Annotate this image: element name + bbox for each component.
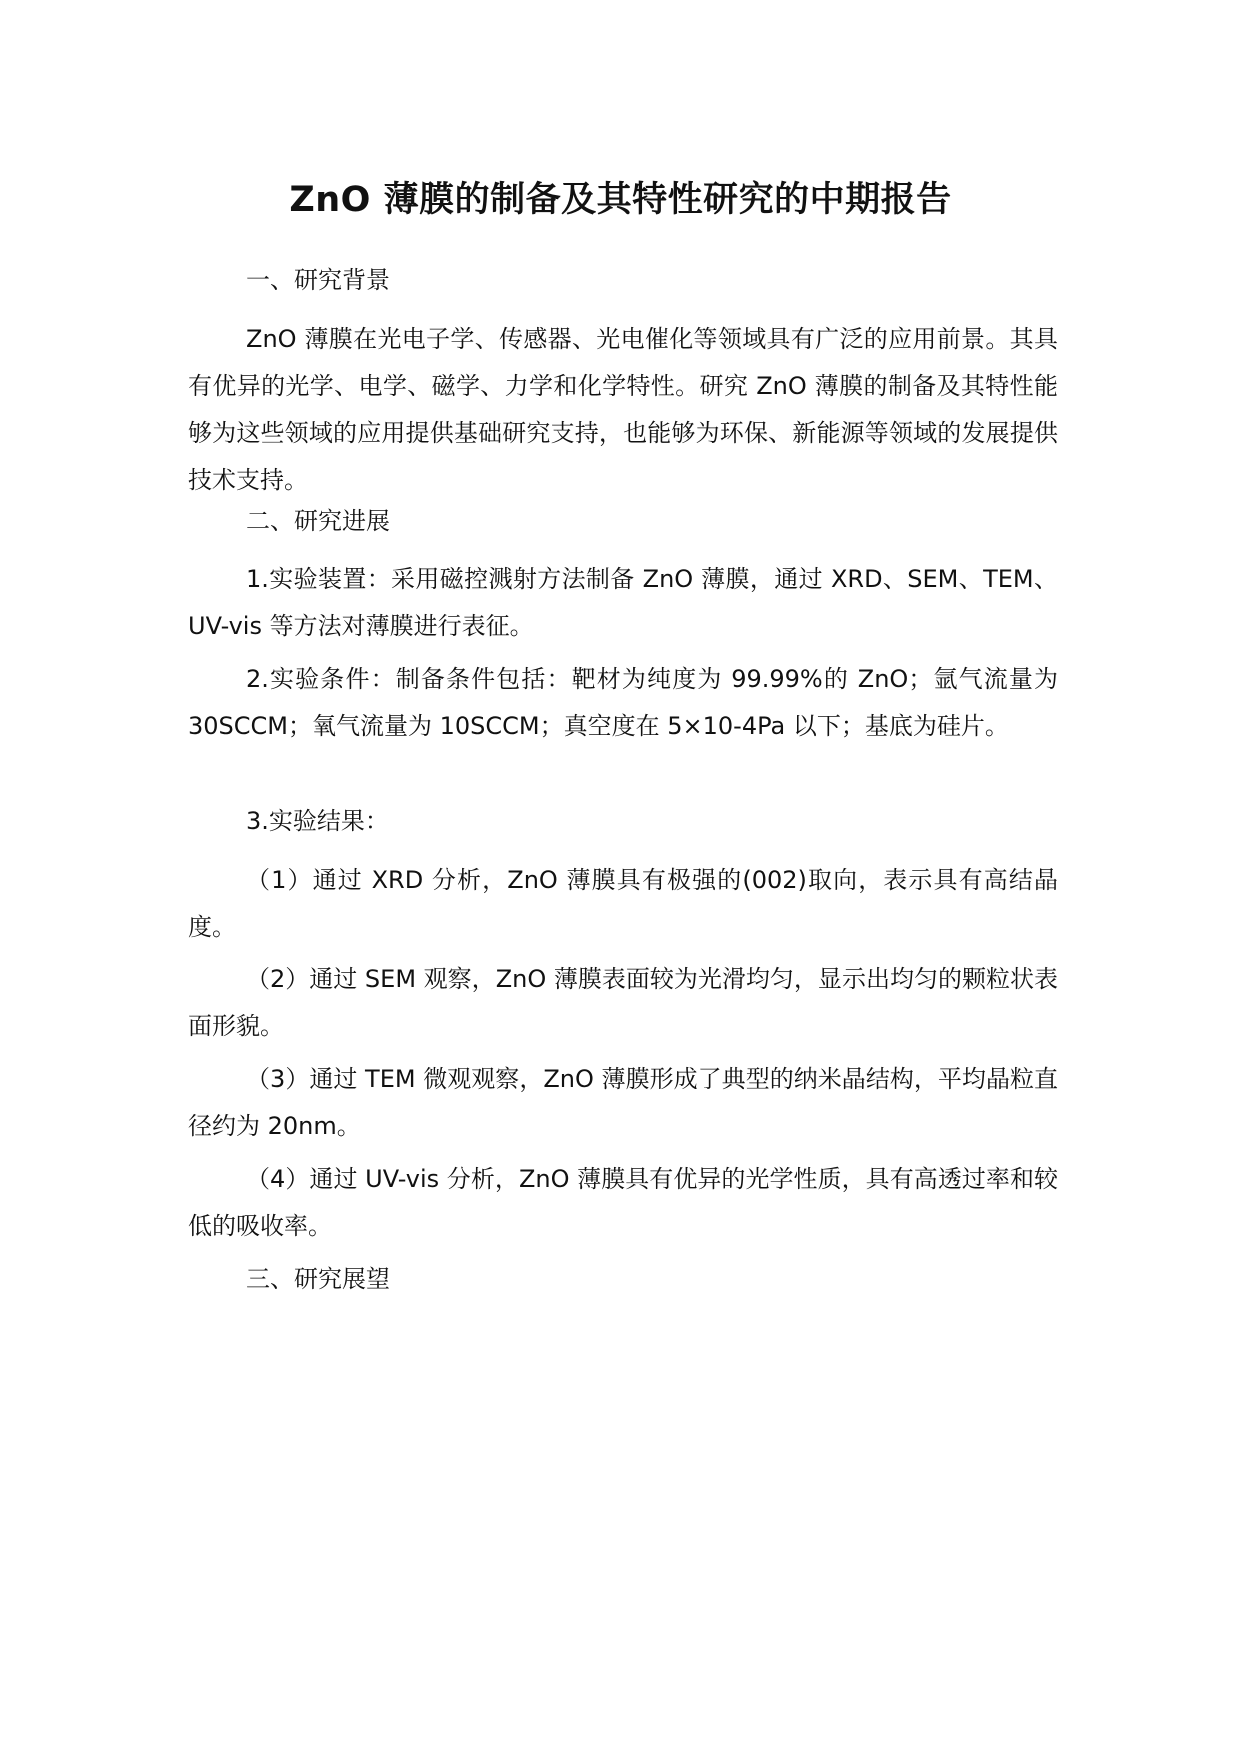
paragraph-result-xrd: （1）通过 XRD 分析，ZnO 薄膜具有极强的(002)取向，表示具有高结晶度。 xyxy=(188,866,1058,941)
section-heading-background: 一、研究背景 xyxy=(246,266,390,294)
paragraph-experiment-results-heading: 3.实验结果： xyxy=(246,807,389,835)
paragraph-experiment-setup: 1.实验装置：采用磁控溅射方法制备 ZnO 薄膜，通过 XRD、SEM、TEM、UV-vis 等方法对薄膜进行表征。 xyxy=(188,565,1058,640)
paragraph-result-sem: （2）通过 SEM 观察，ZnO 薄膜表面较为光滑均匀，显示出均匀的颗粒状表面形貌。 xyxy=(188,965,1058,1040)
paragraph-result-tem: （3）通过 TEM 微观观察，ZnO 薄膜形成了典型的纳米晶结构，平均晶粒直径约为 20nm。 xyxy=(188,1065,1058,1140)
document-title: ZnO 薄膜的制备及其特性研究的中期报告 xyxy=(289,180,952,220)
section-heading-progress: 二、研究进展 xyxy=(246,507,390,535)
section-heading-outlook: 三、研究展望 xyxy=(246,1265,390,1293)
paragraph-experiment-conditions: 2.实验条件：制备条件包括：靶材为纯度为 99.99%的 ZnO；氩气流量为 30SCCM；氧气流量为 10SCCM；真空度在 5×10-4Pa 以下；基底为硅片。 xyxy=(188,665,1058,740)
paragraph-background: ZnO 薄膜在光电子学、传感器、光电催化等领域具有广泛的应用前景。其具有优异的光学、电学、磁学、力学和化学特性。研究 ZnO 薄膜的制备及其特性能够为这些领域的应用提供基础研究支持，也能够为环保、新能源等领域的发展提供技术支持。 xyxy=(188,325,1058,494)
paragraph-result-uv-vis: （4）通过 UV-vis 分析，ZnO 薄膜具有优异的光学性质，具有高透过率和较低的吸收率。 xyxy=(188,1165,1058,1240)
